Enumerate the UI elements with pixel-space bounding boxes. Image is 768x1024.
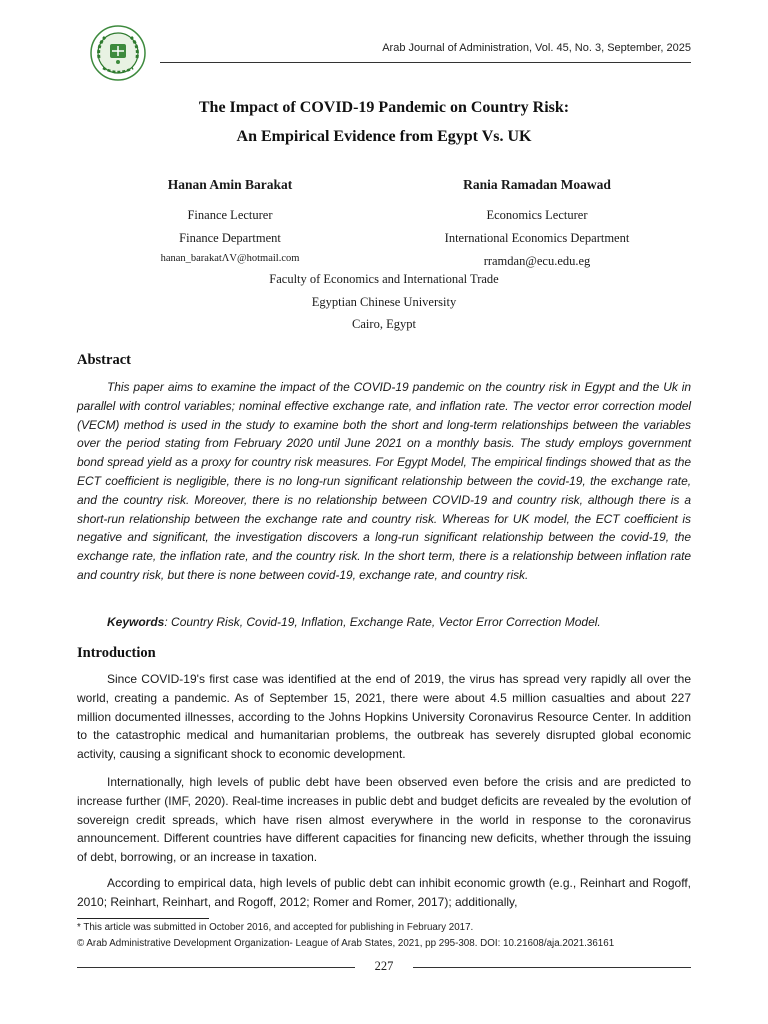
footnote-copyright: © Arab Administrative Development Organization- League of Arab States, 2021, pp 295-308. DOI: 10.21608/aja.2021.36161: [77, 938, 615, 949]
author-department: International Economics Department: [444, 231, 630, 245]
author-block-2: [387, 177, 687, 273]
author-position: Finance Lecturer: [187, 208, 273, 222]
paper-title-line-1: The Impact of COVID-19 Pandemic on Country Risk:: [198, 99, 570, 116]
author-email[interactable]: rramdan@ecu.edu.eg: [483, 254, 591, 268]
affiliation-location: Cairo, Egypt: [352, 317, 416, 331]
abstract-text: This paper aims to examine the impact of the COVID-19 pandemic on the country risk in Egypt and the Uk in parallel with control variables; nominal effective exchange rate, and inflation rate. The vector error correction model (VECM) method is used in the study to examine both the short and long-term relationships between the variables over the period stating from February 2020 until June 2021 on a monthly basis. The study employs government bond spread yield as a proxy for country risk measures. For Egypt Model, The empirical findings showed that as the ECT coefficient is negligible, there is no long-run significant relationship between the covid-19, the exchange rate, and the country risk. Moreover, there is no relationship between COVID-19 and country risk, although there is a short-run relationship between the exchange rate and country risk. Whereas for UK model, the ECT coefficient is negative and significant, the investigation discovers a long-run significant relationship between the covid-19, the exchange rate, the inflation rate, and the country risk. In the short term, there is a relationship between inflation rate and country risk, but there is none between covid-19, exchange rate, and country risk.: [77, 380, 691, 582]
abstract-heading: Abstract: [77, 352, 131, 368]
intro-paragraph-3: According to empirical data, high levels of public debt can inhibit economic growth (e.g., Reinhart and Rogoff, 2010; Reinhart, Reinhart, and Rogoff, 2012; Romer and Romer, 2017); additionally,: [77, 876, 691, 909]
affiliation-university: Egyptian Chinese University: [311, 295, 457, 309]
footnote-submission: * This article was submitted in October 2016, and accepted for publishing in February 2017.: [77, 922, 474, 933]
arab-league-emblem-icon: [89, 24, 147, 82]
journal-reference: Arab Journal of Administration, Vol. 45, No. 3, September, 2025: [382, 42, 691, 54]
intro-paragraph-2: Internationally, high levels of public debt have been observed even before the crisis and are predicted to increase further (IMF, 2020). Real-time increases in public debt and budget deficits are revealed by the evolution of sovereign credit spreads, which have risen almost everywhere in the world in response to the coronavirus announcement. Different countries have different capacities for financing new deficits, whether through the issuing of debt, borrowing, or an increase in taxation.: [77, 775, 691, 865]
keywords: [77, 613, 691, 632]
page-number: 227: [374, 959, 394, 973]
introduction-heading: Introduction: [77, 645, 156, 661]
author-block-1: [80, 177, 380, 268]
footer-divider-right: [413, 967, 691, 968]
affiliation-faculty: Faculty of Economics and International Trade: [269, 272, 499, 286]
header-divider: [160, 62, 691, 63]
keywords-label: Keywords: [107, 615, 165, 629]
author-department: Finance Department: [179, 231, 281, 245]
author-name: Rania Ramadan Moawad: [463, 177, 611, 192]
keywords-text: : Country Risk, Covid-19, Inflation, Exchange Rate, Vector Error Correction Model.: [164, 615, 601, 629]
intro-paragraph-1: Since COVID-19's first case was identified at the end of 2019, the virus has spread very rapidly all over the world, creating a pandemic. As of September 15, 2021, there were about 4.5 million casualties and about 227 million documented illnesses, according to the Johns Hopkins University Coronavirus Resource Center. In addition to the catastrophic medical and humanitarian problems, the outbreak has severely disrupted global economic activity, causing a significant shock to economic development.: [77, 672, 691, 762]
paper-title-line-2: An Empirical Evidence from Egypt Vs. UK: [236, 128, 532, 145]
author-name: Hanan Amin Barakat: [167, 177, 293, 192]
author-position: Economics Lecturer: [486, 208, 588, 222]
footnote-divider: [77, 918, 209, 919]
footer-divider-left: [77, 967, 355, 968]
author-email[interactable]: hanan_barakatΛV@hotmail.com: [160, 253, 300, 264]
